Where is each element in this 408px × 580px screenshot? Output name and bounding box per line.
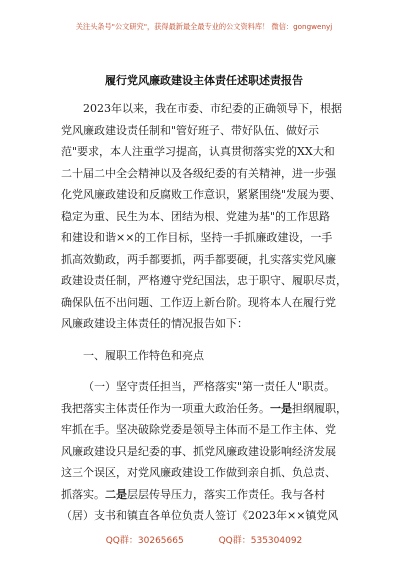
paragraph2-line: 牢抓在手。坚决破除党委是领导主体而不是工作主体、党 xyxy=(61,423,336,436)
footer-qq-group-1: QQ群：30265665 xyxy=(105,536,184,546)
emphasis-text: 二是 xyxy=(105,487,127,501)
text-segment: 层层传导压力，落实工作责任。我与各村 xyxy=(127,487,325,501)
paragraph1-line: 2023年以来，我在市委、市纪委的正确领导下，根据 xyxy=(83,102,342,115)
paragraph2-line: （一）坚守责任担当，严格落实"第一责任人"职责。 xyxy=(83,380,336,393)
paragraph2-line xyxy=(61,398,353,420)
paragraph1-line: 抓高效勤政，两手都要抓，两手都要硬，扎实落实党风廉 xyxy=(61,252,336,266)
emphasis-text: 一是 xyxy=(270,401,292,415)
paragraph1-line: 范"要求，本人注重学习提高，认真贯彻落实党的XX大和 xyxy=(61,145,335,158)
paragraph1-line: 和建设和谐××的工作目标，坚持一手抓廉政建设，一手 xyxy=(61,231,333,244)
paragraph1-line: 稳定为重、民生为本、团结为根、党建为基"的工作思路 xyxy=(61,209,331,223)
paragraph2-line xyxy=(61,484,353,506)
paragraph2-line: 这三个误区，对党风廉政建设工作做到亲自抓、负总责、 xyxy=(61,466,336,479)
header-note: 关注头条号"公文研究"，获得最新最全最专业的公文资料库！ 微信：gongwenyj xyxy=(75,22,333,31)
footer xyxy=(0,533,408,546)
paragraph1-line: 确保队伍不出问题、工作迈上新台阶。现将本人在履行党 xyxy=(61,295,336,309)
paragraph1-line: 党风廉政建设责任制和"管好班子、带好队伍、做好示 xyxy=(61,123,320,137)
paragraph1-line: 二十届二中全会精神以及各级纪委的有关精神，进一步强 xyxy=(61,166,336,180)
paragraph2-line: （居）支书和镇直各单位负责人签订《2023年××镇党风 xyxy=(61,509,339,522)
text-segment: 担纲履职， xyxy=(292,401,347,415)
document-body xyxy=(61,98,353,527)
paragraph1-line: 风廉政建设主体责任的情况报告如下： xyxy=(61,317,248,330)
paragraph1-line: 政建设责任制，严格遵守党纪国法，忠于职守、履职尽责， xyxy=(61,274,347,287)
text-segment: 抓落实。 xyxy=(61,487,105,501)
paragraph1-line: 化党风廉政建设和反腐败工作意识，紧紧围绕"发展为要、 xyxy=(61,188,342,201)
document-title: 履行党风廉政建设主体责任述职述责报告 xyxy=(105,74,303,87)
footer-qq-group-2: QQ群：535304092 xyxy=(218,536,303,546)
section1-heading: 一、履职工作特色和亮点 xyxy=(83,348,204,362)
text-segment: 我把落实主体责任作为一项重大政治任务。 xyxy=(61,401,270,415)
paragraph2-line: 风廉政建设只是纪委的事、抓党风廉政建设影响经济发展 xyxy=(61,444,336,458)
